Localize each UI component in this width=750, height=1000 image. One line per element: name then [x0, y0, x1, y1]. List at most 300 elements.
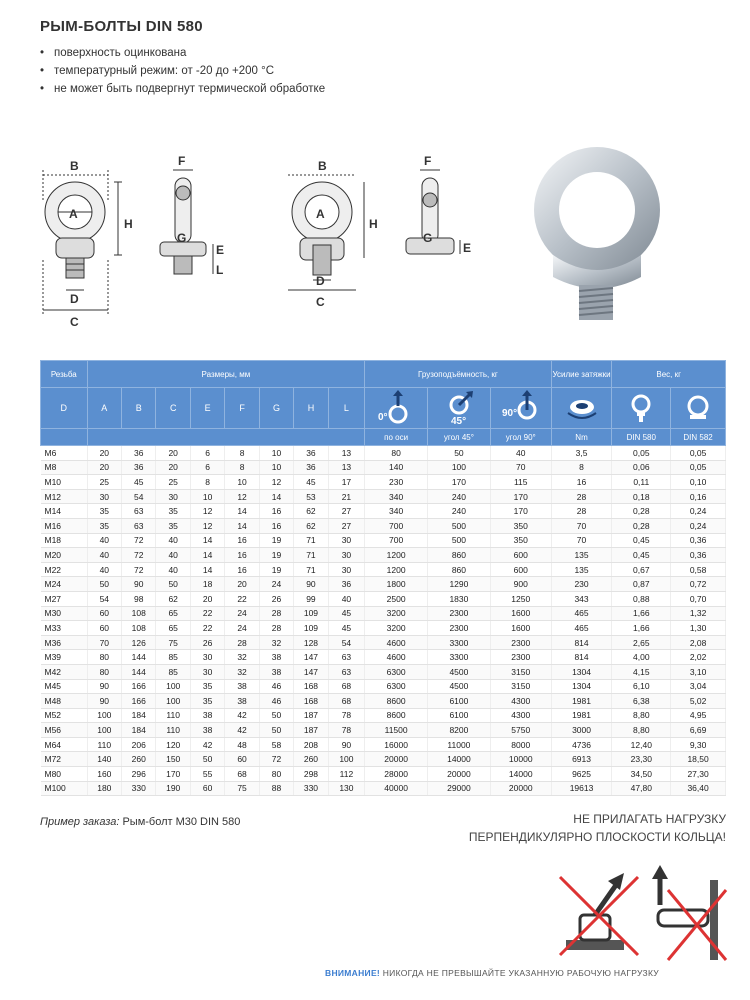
value-cell: 0,45	[612, 548, 671, 563]
thread-cell: M42	[41, 664, 88, 679]
value-cell: 72	[122, 548, 156, 563]
value-cell: 6300	[365, 664, 428, 679]
value-cell: 50	[428, 446, 491, 461]
value-cell: 4500	[428, 679, 491, 694]
value-cell: 90	[87, 694, 121, 709]
value-cell: 62	[294, 504, 328, 519]
label-h-2: H	[369, 217, 378, 231]
value-cell: 38	[225, 694, 259, 709]
value-cell: 3,04	[671, 679, 726, 694]
value-cell: 14000	[428, 752, 491, 767]
value-cell: 2,65	[612, 635, 671, 650]
value-cell: 1800	[365, 577, 428, 592]
header-dim-c: C	[156, 388, 190, 429]
label-b: B	[70, 159, 79, 173]
value-cell: 30	[87, 489, 121, 504]
safety-note-highlight: ВНИМАНИЕ!	[325, 968, 381, 978]
value-cell: 100	[328, 752, 365, 767]
value-cell: 63	[122, 518, 156, 533]
value-cell: 24	[259, 577, 293, 592]
value-cell: 5,02	[671, 694, 726, 709]
value-cell: 90	[294, 577, 328, 592]
value-cell: 100	[87, 708, 121, 723]
value-cell: 350	[490, 518, 551, 533]
value-cell: 340	[365, 489, 428, 504]
value-cell: 45	[328, 606, 365, 621]
value-cell: 260	[294, 752, 328, 767]
value-cell: 45	[122, 475, 156, 490]
value-cell: 16000	[365, 737, 428, 752]
table-row	[41, 446, 726, 461]
value-cell: 68	[328, 679, 365, 694]
value-cell: 62	[156, 591, 190, 606]
value-cell: 296	[122, 767, 156, 782]
value-cell: 3,5	[551, 446, 612, 461]
value-cell: 860	[428, 548, 491, 563]
header-d: D	[41, 388, 88, 429]
value-cell: 206	[122, 737, 156, 752]
thread-cell: M64	[41, 737, 88, 752]
value-cell: 28	[225, 635, 259, 650]
crossed-perpendicular-load-icon	[652, 865, 726, 960]
value-cell: 4300	[490, 708, 551, 723]
value-cell: 88	[259, 781, 293, 796]
value-cell: 2300	[428, 606, 491, 621]
value-cell: 28	[259, 621, 293, 636]
value-cell: 47,80	[612, 781, 671, 796]
value-cell: 40000	[365, 781, 428, 796]
value-cell: 8	[225, 460, 259, 475]
load-90-icon	[490, 388, 551, 429]
value-cell: 100	[428, 460, 491, 475]
value-cell: 90	[87, 679, 121, 694]
value-cell: 54	[328, 635, 365, 650]
value-cell: 260	[122, 752, 156, 767]
value-cell: 19613	[551, 781, 612, 796]
value-cell: 180	[87, 781, 121, 796]
thread-cell: M8	[41, 460, 88, 475]
value-cell: 46	[259, 679, 293, 694]
value-cell: 63	[122, 504, 156, 519]
value-cell: 38	[190, 708, 224, 723]
value-cell: 25	[156, 475, 190, 490]
value-cell: 109	[294, 606, 328, 621]
value-cell: 70	[87, 635, 121, 650]
label-b-2: B	[318, 159, 327, 173]
value-cell: 27	[328, 504, 365, 519]
value-cell: 190	[156, 781, 190, 796]
value-cell: 40	[87, 533, 121, 548]
value-cell: 126	[122, 635, 156, 650]
value-cell: 48	[225, 737, 259, 752]
value-cell: 1600	[490, 606, 551, 621]
thread-cell: M14	[41, 504, 88, 519]
thread-cell: M52	[41, 708, 88, 723]
value-cell: 40	[87, 562, 121, 577]
value-cell: 50	[259, 723, 293, 738]
table-row	[41, 737, 726, 752]
value-cell: 54	[87, 591, 121, 606]
value-cell: 1304	[551, 679, 612, 694]
value-cell: 22	[190, 621, 224, 636]
label-e: E	[216, 243, 225, 257]
header-dim-h: H	[294, 388, 328, 429]
value-cell: 90	[122, 577, 156, 592]
feature-item: • не может быть подвергнут термической обработке	[40, 80, 325, 98]
header-torque: Усилие затяжки	[551, 361, 612, 388]
value-cell: 54	[122, 489, 156, 504]
value-cell: 28	[551, 504, 612, 519]
value-cell: 144	[122, 664, 156, 679]
value-cell: 40	[328, 591, 365, 606]
value-cell: 30	[328, 548, 365, 563]
header-dim-a: A	[87, 388, 121, 429]
value-cell: 3200	[365, 606, 428, 621]
value-cell: 28	[259, 606, 293, 621]
value-cell: 4,15	[612, 664, 671, 679]
value-cell: 700	[365, 518, 428, 533]
label-f: F	[178, 154, 186, 168]
value-cell: 10000	[490, 752, 551, 767]
value-cell: 168	[294, 679, 328, 694]
value-cell: 50	[259, 708, 293, 723]
value-cell: 1,66	[612, 621, 671, 636]
feature-list	[40, 44, 325, 98]
thread-cell: M18	[41, 533, 88, 548]
value-cell: 2500	[365, 591, 428, 606]
value-cell: 71	[294, 533, 328, 548]
label-f-2: F	[424, 154, 432, 168]
value-cell: 16	[259, 518, 293, 533]
value-cell: 1981	[551, 708, 612, 723]
value-cell: 3000	[551, 723, 612, 738]
label-a: A	[69, 207, 78, 221]
value-cell: 45	[328, 621, 365, 636]
value-cell: 40	[156, 533, 190, 548]
value-cell: 98	[122, 591, 156, 606]
page-title: РЫМ-БОЛТЫ DIN 580	[40, 18, 203, 35]
value-cell: 99	[294, 591, 328, 606]
value-cell: 80	[259, 767, 293, 782]
value-cell: 36	[122, 460, 156, 475]
value-cell: 2300	[428, 621, 491, 636]
value-cell: 60	[87, 606, 121, 621]
table-row	[41, 591, 726, 606]
value-cell: 53	[294, 489, 328, 504]
thread-cell: M6	[41, 446, 88, 461]
value-cell: 2,02	[671, 650, 726, 665]
value-cell: 600	[490, 548, 551, 563]
table-row	[41, 562, 726, 577]
value-cell: 1830	[428, 591, 491, 606]
value-cell: 78	[328, 708, 365, 723]
value-cell: 85	[156, 664, 190, 679]
table-row	[41, 621, 726, 636]
value-cell: 75	[156, 635, 190, 650]
value-cell: 12	[190, 504, 224, 519]
table-row	[41, 533, 726, 548]
value-cell: 14	[190, 562, 224, 577]
value-cell: 23,30	[612, 752, 671, 767]
value-cell: 108	[122, 621, 156, 636]
value-cell: 16	[225, 533, 259, 548]
value-cell: 60	[87, 621, 121, 636]
value-cell: 3150	[490, 679, 551, 694]
value-cell: 1,32	[671, 606, 726, 621]
value-cell: 187	[294, 708, 328, 723]
value-cell: 150	[156, 752, 190, 767]
value-cell: 100	[87, 723, 121, 738]
value-cell: 110	[87, 737, 121, 752]
value-cell: 4600	[365, 650, 428, 665]
value-cell: 135	[551, 562, 612, 577]
table-row	[41, 460, 726, 475]
value-cell: 26	[190, 635, 224, 650]
feature-item: • температурный режим: от -20 до +200 °C	[40, 62, 325, 80]
value-cell: 144	[122, 650, 156, 665]
value-cell: 6	[190, 460, 224, 475]
warning-line: ПЕРПЕНДИКУЛЯРНО ПЛОСКОСТИ КОЛЬЦА!	[468, 830, 726, 844]
value-cell: 45	[294, 475, 328, 490]
value-cell: 343	[551, 591, 612, 606]
value-cell: 65	[156, 621, 190, 636]
value-cell: 10	[225, 475, 259, 490]
value-cell: 1,30	[671, 621, 726, 636]
value-cell: 128	[294, 635, 328, 650]
sub-din580: DIN 580	[612, 429, 671, 446]
thread-cell: M27	[41, 591, 88, 606]
value-cell: 55	[190, 767, 224, 782]
value-cell: 1304	[551, 664, 612, 679]
value-cell: 1,66	[612, 606, 671, 621]
value-cell: 20000	[490, 781, 551, 796]
value-cell: 28000	[365, 767, 428, 782]
value-cell: 12	[259, 475, 293, 490]
value-cell: 0,06	[612, 460, 671, 475]
value-cell: 32	[259, 635, 293, 650]
value-cell: 4,95	[671, 708, 726, 723]
value-cell: 465	[551, 606, 612, 621]
value-cell: 13	[328, 460, 365, 475]
sub-nm: Nm	[551, 429, 612, 446]
table-row	[41, 708, 726, 723]
warning-text	[469, 810, 726, 846]
value-cell: 9,30	[671, 737, 726, 752]
value-cell: 168	[294, 694, 328, 709]
value-cell: 14	[190, 548, 224, 563]
label-c-2: C	[316, 295, 325, 309]
value-cell: 68	[225, 767, 259, 782]
value-cell: 20	[87, 460, 121, 475]
value-cell: 298	[294, 767, 328, 782]
value-cell: 0,28	[612, 504, 671, 519]
value-cell: 350	[490, 533, 551, 548]
value-cell: 100	[156, 679, 190, 694]
value-cell: 40	[156, 548, 190, 563]
thread-cell: M22	[41, 562, 88, 577]
value-cell: 50	[190, 752, 224, 767]
value-cell: 46	[259, 694, 293, 709]
value-cell: 32	[225, 650, 259, 665]
value-cell: 600	[490, 562, 551, 577]
label-l: L	[216, 263, 224, 277]
value-cell: 0,10	[671, 475, 726, 490]
value-cell: 0,36	[671, 548, 726, 563]
table-row	[41, 504, 726, 519]
thread-cell: M16	[41, 518, 88, 533]
value-cell: 90	[328, 737, 365, 752]
value-cell: 170	[428, 475, 491, 490]
value-cell: 65	[156, 606, 190, 621]
value-cell: 20	[156, 446, 190, 461]
value-cell: 0,72	[671, 577, 726, 592]
value-cell: 170	[156, 767, 190, 782]
value-cell: 42	[225, 708, 259, 723]
thread-cell: M10	[41, 475, 88, 490]
value-cell: 0,45	[612, 533, 671, 548]
value-cell: 11500	[365, 723, 428, 738]
value-cell: 208	[294, 737, 328, 752]
value-cell: 35	[190, 679, 224, 694]
value-cell: 8,80	[612, 708, 671, 723]
header-load-capacity: Грузоподъёмность, кг	[365, 361, 551, 388]
value-cell: 3300	[428, 635, 491, 650]
value-cell: 35	[87, 518, 121, 533]
table-row	[41, 606, 726, 621]
value-cell: 100	[156, 694, 190, 709]
value-cell: 38	[259, 650, 293, 665]
value-cell: 110	[156, 723, 190, 738]
value-cell: 3300	[428, 650, 491, 665]
value-cell: 80	[87, 664, 121, 679]
order-example-label: Пример заказа:	[40, 816, 120, 828]
value-cell: 0,58	[671, 562, 726, 577]
value-cell: 14	[259, 489, 293, 504]
value-cell: 184	[122, 708, 156, 723]
thread-cell: M48	[41, 694, 88, 709]
value-cell: 8000	[490, 737, 551, 752]
value-cell: 0,05	[671, 460, 726, 475]
value-cell: 38	[259, 664, 293, 679]
sub-din582: DIN 582	[671, 429, 726, 446]
thread-cell: M24	[41, 577, 88, 592]
value-cell: 860	[428, 562, 491, 577]
value-cell: 20	[156, 460, 190, 475]
value-cell: 16	[225, 548, 259, 563]
value-cell: 500	[428, 533, 491, 548]
value-cell: 18	[190, 577, 224, 592]
din582-front-drawing	[288, 175, 364, 290]
value-cell: 6300	[365, 679, 428, 694]
value-cell: 8	[190, 475, 224, 490]
table-row	[41, 635, 726, 650]
value-cell: 230	[365, 475, 428, 490]
thread-cell: M56	[41, 723, 88, 738]
value-cell: 20000	[428, 767, 491, 782]
order-example-value: Рым-болт M30 DIN 580	[119, 816, 241, 828]
value-cell: 17	[328, 475, 365, 490]
value-cell: 120	[156, 737, 190, 752]
value-cell: 330	[294, 781, 328, 796]
value-cell: 58	[259, 737, 293, 752]
value-cell: 30	[156, 489, 190, 504]
value-cell: 20	[190, 591, 224, 606]
thread-cell: M30	[41, 606, 88, 621]
thread-cell: M12	[41, 489, 88, 504]
value-cell: 36	[294, 460, 328, 475]
sub-90: угол 90°	[490, 429, 551, 446]
value-cell: 14	[225, 518, 259, 533]
table-row	[41, 577, 726, 592]
value-cell: 0,11	[612, 475, 671, 490]
value-cell: 0,67	[612, 562, 671, 577]
thread-cell: M80	[41, 767, 88, 782]
value-cell: 40	[87, 548, 121, 563]
value-cell: 27,30	[671, 767, 726, 782]
value-cell: 29000	[428, 781, 491, 796]
value-cell: 0,24	[671, 518, 726, 533]
label-g: G	[177, 231, 187, 245]
value-cell: 130	[328, 781, 365, 796]
order-example	[40, 816, 240, 828]
value-cell: 36,40	[671, 781, 726, 796]
value-cell: 240	[428, 489, 491, 504]
value-cell: 35	[190, 694, 224, 709]
value-cell: 112	[328, 767, 365, 782]
value-cell: 60	[225, 752, 259, 767]
angle-0-label: 0°	[378, 412, 388, 423]
value-cell: 147	[294, 664, 328, 679]
label-c: C	[70, 315, 79, 329]
value-cell: 32	[225, 664, 259, 679]
value-cell: 16	[259, 504, 293, 519]
value-cell: 8	[551, 460, 612, 475]
load-axis-icon	[365, 388, 428, 429]
label-h: H	[124, 217, 133, 231]
table-row	[41, 475, 726, 490]
spec-table	[40, 360, 726, 796]
din582-side-drawing	[406, 170, 460, 254]
value-cell: 9625	[551, 767, 612, 782]
din580-front-drawing	[43, 170, 122, 315]
value-cell: 71	[294, 562, 328, 577]
value-cell: 12,40	[612, 737, 671, 752]
value-cell: 42	[225, 723, 259, 738]
value-cell: 35	[156, 504, 190, 519]
value-cell: 80	[365, 446, 428, 461]
value-cell: 30	[328, 533, 365, 548]
value-cell: 700	[365, 533, 428, 548]
eye-bolt-photo	[505, 135, 700, 340]
table-row	[41, 489, 726, 504]
value-cell: 30	[190, 650, 224, 665]
value-cell: 170	[490, 504, 551, 519]
value-cell: 1200	[365, 562, 428, 577]
thread-cell: M100	[41, 781, 88, 796]
value-cell: 34,50	[612, 767, 671, 782]
value-cell: 11000	[428, 737, 491, 752]
value-cell: 0,70	[671, 591, 726, 606]
value-cell: 13	[328, 446, 365, 461]
header-dim-b: B	[122, 388, 156, 429]
value-cell: 140	[87, 752, 121, 767]
value-cell: 63	[328, 650, 365, 665]
value-cell: 70	[490, 460, 551, 475]
header-dim-e: E	[190, 388, 224, 429]
value-cell: 50	[87, 577, 121, 592]
value-cell: 21	[328, 489, 365, 504]
thread-cell: M39	[41, 650, 88, 665]
